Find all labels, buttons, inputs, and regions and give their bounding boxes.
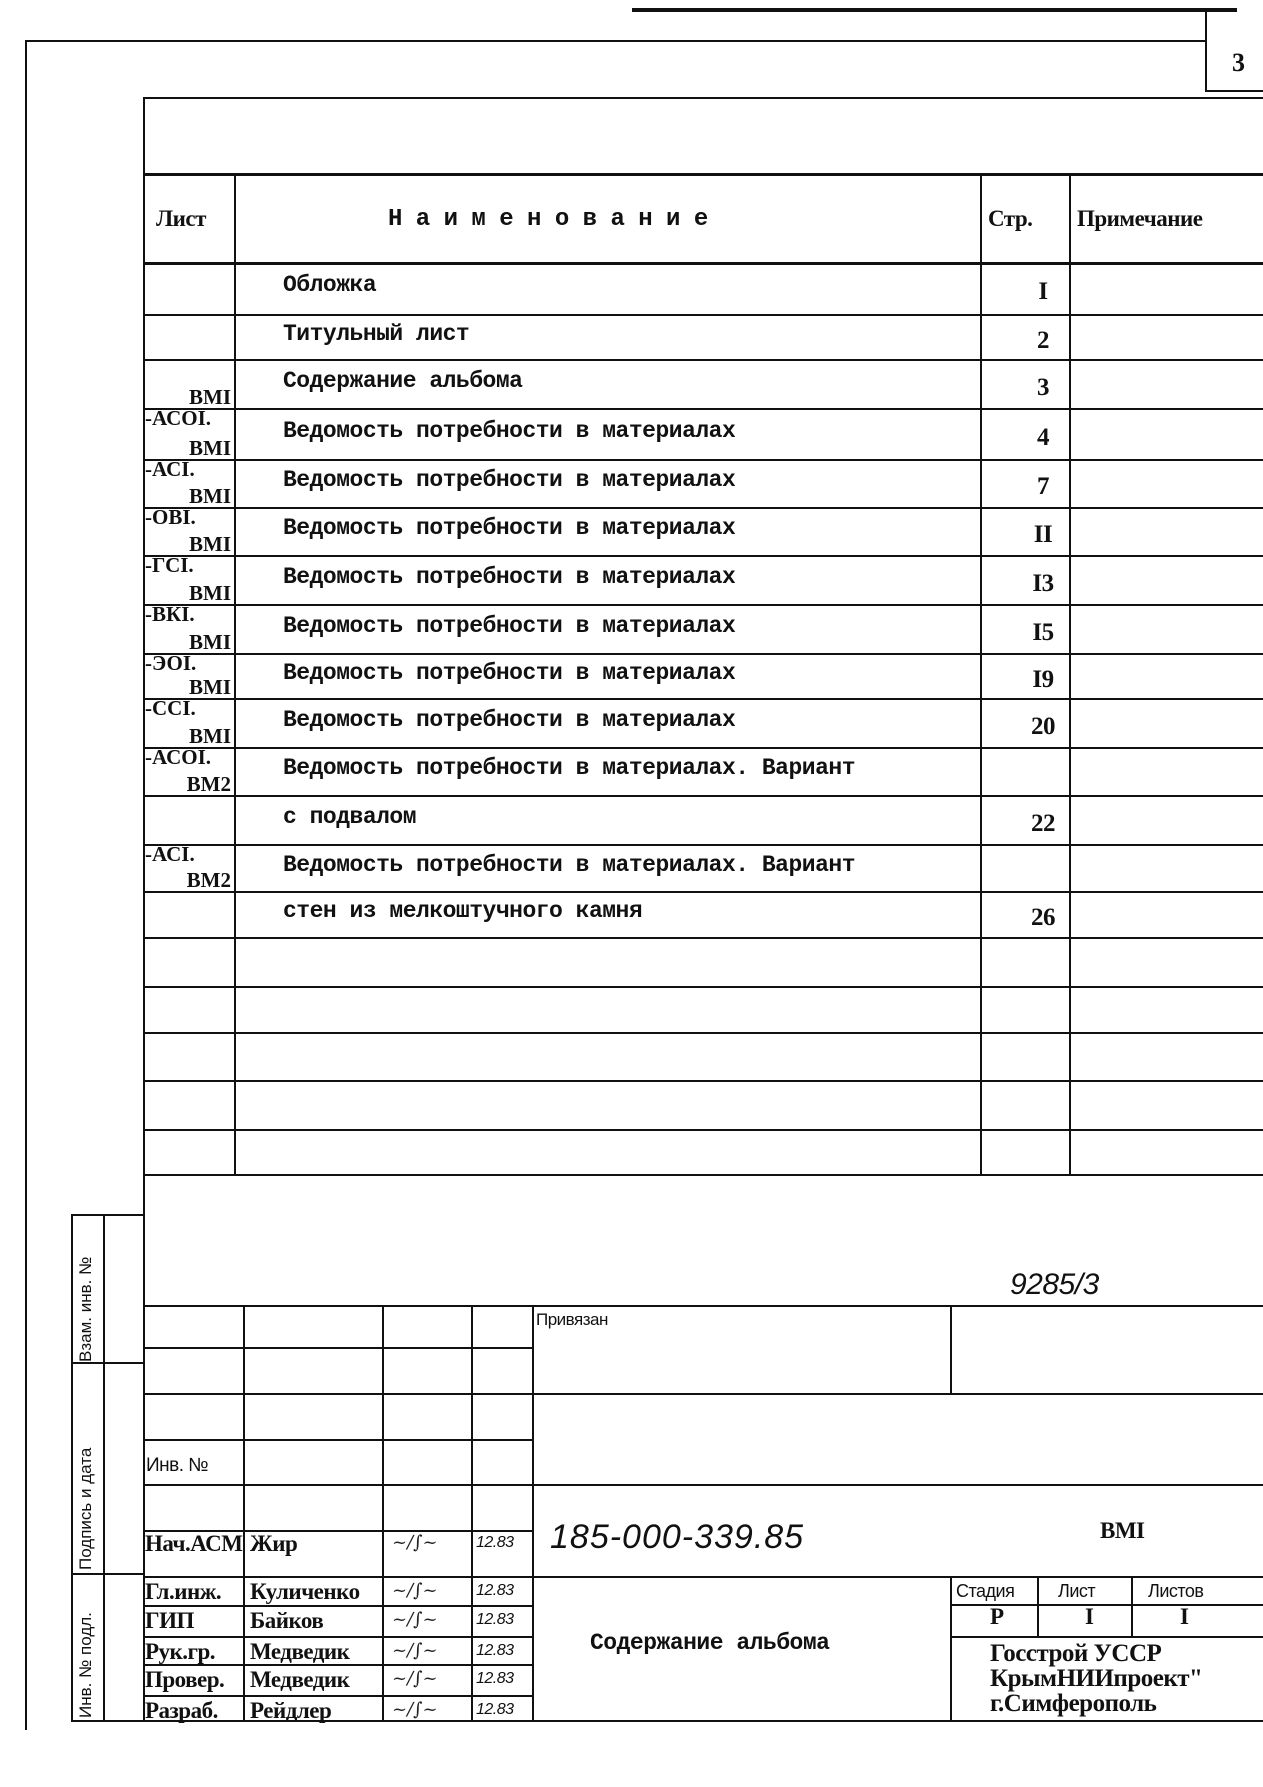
header-sheet: Лист [156,206,206,231]
page-number: 3 [1232,48,1245,77]
table-row [143,653,1263,698]
header-name: Н а и м е н о в а н и е [388,206,708,233]
inv-label: Инв. № [146,1455,209,1476]
stamp-line [950,1305,952,1393]
sheet-code-bottom: ВМI [189,484,231,508]
org-line-2: КрымНИИпроект" [990,1665,1203,1692]
sheet-code [143,314,233,359]
table-row [143,507,1263,555]
table-row [143,698,1263,747]
sheet-code-bottom: ВМI [189,581,231,605]
stamp-line [532,1305,1263,1307]
sheet-code [143,604,233,653]
signature: ~∕∫~ [392,1532,438,1553]
row-name: Ведомость потребности в материалах [283,706,736,733]
stamp-col-line [243,1305,245,1721]
sheet-code-bottom: ВМI [189,630,231,654]
table-row [143,459,1263,507]
sheet-code-top: -ЭОI. [145,651,197,675]
row-name: Титульный лист [283,320,470,347]
signer-date: 12.83 [476,1670,514,1687]
sheet-code [143,359,233,408]
stage-label: Стадия [956,1581,1015,1601]
row-page: 4 [1037,423,1049,451]
stage-value: Р [990,1604,1004,1629]
stamp-row-line [143,1439,532,1441]
row-name: стен из мелкоштучного камня [283,898,643,924]
row-name: Ведомость потребности в материалах [283,612,736,639]
sheet-code-top: -АСI. [145,842,195,866]
sheet-code-bottom: ВМI [189,436,231,460]
sheet-code-bottom: ВМ2 [186,772,231,796]
stamp-line [532,1576,1263,1578]
frame-corner [1205,10,1207,92]
stamp-row-line [143,1636,532,1638]
table-row [143,555,1263,604]
stamp-row-line [143,1695,532,1697]
sheet-value: I [1085,1604,1094,1629]
signature: ~∕∫~ [392,1580,438,1601]
stamp-line [1037,1576,1039,1636]
strip-line [71,1573,143,1575]
signer-date: 12.83 [476,1701,514,1718]
row-page: 2 [1037,326,1049,354]
sheet-code-bottom: ВМI [189,675,231,699]
signer-name: Рейдлер [250,1698,332,1723]
sheet-code [143,795,233,844]
designation: 185-000-339.85 [550,1518,805,1556]
strip-line [71,1214,73,1721]
row-page: 7 [1037,473,1049,500]
signer-name: Медведик [250,1639,350,1664]
sheet-code [143,698,233,747]
row-page: 26 [1031,904,1055,931]
signer-role: Гл.инж. [145,1579,222,1604]
sheet-code [143,653,233,698]
sheet-label: Лист [1058,1581,1096,1601]
header-note: Примечание [1077,206,1203,231]
table-row-line [143,1032,1263,1034]
stamp-line [950,1636,1263,1638]
table-row-line [143,986,1263,988]
stamp-col-line [532,1305,534,1721]
table-row [143,795,1263,844]
sheets-label: Листов [1148,1581,1204,1601]
row-page: II [1033,521,1053,548]
sheet-code-top: -ГСI. [145,553,194,577]
table-row [143,408,1263,459]
table-row-line [143,1080,1263,1082]
row-name: Ведомость потребности в материалах [283,563,736,590]
sheet-code [143,459,233,507]
stamp-line [950,1576,952,1721]
sheet-code-bottom: ВМ2 [186,868,231,892]
row-page: I5 [1032,618,1054,646]
sheet-code [143,408,233,459]
signature: ~∕∫~ [392,1699,438,1720]
sheet-code-top: -ССI. [145,696,196,720]
row-page: 3 [1037,373,1049,401]
row-name: Ведомость потребности в материалах. Вариант [283,755,855,781]
sign-date-label: Подпись и дата [76,1447,95,1570]
row-name: Ведомость потребности в материалах [283,659,736,686]
sheet-code-bottom: ВМI [189,724,231,748]
stamp-col-line [382,1305,384,1721]
header-page: Стр. [988,206,1033,231]
table-row-line [143,173,1263,176]
stamp-row-line [143,1393,532,1395]
frame-inner-top [143,97,1263,99]
signer-name: Байков [250,1608,324,1633]
top-edge-line [632,8,1237,12]
table-row [143,314,1263,359]
table-row [143,747,1263,795]
row-name: с подвалом [283,803,417,830]
sheets-value: I [1180,1604,1189,1629]
inventory-number: 9285/3 [1010,1268,1099,1301]
frame-top [25,40,1205,42]
org-line-3: г.Симферополь [990,1690,1157,1717]
table-row [143,604,1263,653]
stamp-col-line [471,1305,473,1721]
inv-orig-label: Инв. № подл. [76,1612,95,1718]
stamp-row-line [143,1576,532,1578]
signature: ~∕∫~ [392,1609,438,1630]
signer-name: Жир [250,1531,298,1556]
table-row-line [143,937,1263,939]
signer-name: Медведик [250,1667,350,1692]
stamp-row-line [143,1484,532,1486]
table-row [143,891,1263,937]
sheet-code-bottom: ВМI [189,532,231,556]
row-page: 22 [1031,809,1055,837]
signer-date: 12.83 [476,1642,514,1659]
sheet-code-top: -АСОI. [145,745,212,769]
stamp-row-line [143,1305,532,1307]
row-name: Обложка [283,272,377,298]
frame-left [25,40,27,1730]
sheet-code [143,262,233,314]
sheet-code [143,555,233,604]
doc-code: ВМI [1100,1518,1145,1543]
row-page: I9 [1032,665,1054,693]
row-name: Ведомость потребности в материалах [283,515,736,541]
signer-role: Рук.гр. [145,1639,216,1664]
attached-label: Привязан [536,1310,608,1329]
row-page: I [1038,278,1048,305]
stamp-line [1131,1576,1133,1636]
signer-date: 12.83 [476,1611,514,1628]
sheet-code [143,507,233,555]
table-row-line [143,1174,1263,1176]
signer-date: 12.83 [476,1582,514,1599]
sheet-code [143,747,233,795]
stamp-line [532,1393,1263,1395]
row-page: I3 [1032,569,1054,597]
row-name: Содержание альбома [283,367,523,394]
stamp-row-line [143,1605,532,1607]
signer-role: Разраб. [145,1698,218,1723]
signer-date: 12.83 [476,1534,514,1551]
org-line-1: Госстрой УССР [990,1640,1162,1667]
sheet-code-top: -АСI. [145,457,195,481]
sheet-code-top: -ВКI. [145,602,195,626]
signature: ~∕∫~ [392,1640,438,1661]
strip-line [103,1214,105,1721]
stamp-row-line [143,1347,532,1349]
stamp-line [532,1484,1263,1486]
row-name: Ведомость потребности в материалах [283,467,736,493]
table-row [143,262,1263,314]
table-row [143,844,1263,891]
sheet-code-top: -АСОI. [145,406,212,430]
strip-line [71,1214,143,1216]
row-name: Ведомость потребности в материалах. Вариант [283,851,855,878]
sheet-code [143,844,233,891]
strip-line [71,1362,143,1364]
replace-inv-label: Взам. инв. № [76,1256,95,1362]
signer-role: Провер. [145,1667,225,1692]
row-page: 20 [1031,712,1055,740]
sheet-code-bottom: ВМI [189,385,231,409]
table-row-line [143,1129,1263,1131]
frame-corner-top [1205,90,1263,92]
signer-role: ГИП [145,1608,194,1633]
doc-title: Содержание альбома [590,1630,830,1656]
table-row [143,359,1263,408]
signature: ~∕∫~ [392,1668,438,1689]
row-name: Ведомость потребности в материалах [283,417,736,444]
sheet-code-top: -ОВI. [145,505,196,529]
signer-role: Нач.АСМ [145,1531,243,1556]
sheet-code [143,891,233,937]
signer-name: Куличенко [250,1579,360,1604]
